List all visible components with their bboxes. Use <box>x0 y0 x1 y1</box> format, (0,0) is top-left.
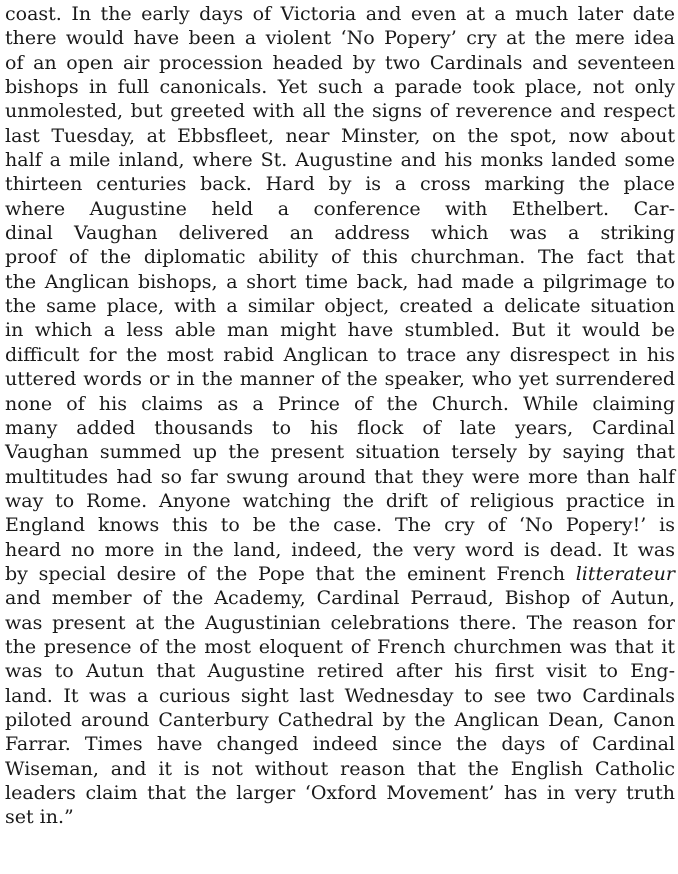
text-line-5: unmolested, but greeted with all the signs of reverence and respect <box>5 100 675 123</box>
text-line-19: Vaughan summed up the present situation tersely by saying that <box>5 441 675 464</box>
text-line-6: last Tuesday, at Ebbsfleet, near Minster, on the spot, now about <box>5 124 675 147</box>
text-line-24-main: by special desire of the Pope that the eminent French <box>5 562 565 585</box>
text-line-12: the Anglican bishops, a short time back, had made a pilgrimage to <box>5 270 675 293</box>
text-line-20: multitudes had so far swung around that they were more than half <box>5 465 675 488</box>
text-line-31: Farrar. Times have changed indeed since the days of Cardinal <box>5 733 675 756</box>
text-line-33: leaders claim that the larger ‘Oxford Movement’ has in very truth <box>5 782 675 804</box>
text-line-21: way to Rome. Anyone watching the drift of religious practice in <box>5 489 675 512</box>
text-line-11: proof of the diplomatic ability of this churchman. The fact that <box>5 246 675 269</box>
article-text <box>5 2 675 830</box>
text-line-25: and member of the Academy, Cardinal Perraud, Bishop of Autun, <box>5 587 675 610</box>
text-line-4: bishops in full canonicals. Yet such a parade took place, not only <box>5 76 675 99</box>
text-line-13: the same place, with a similar object, created a delicate situation <box>5 295 675 318</box>
text-line-22: England knows this to be the case. The cry of ‘No Popery!’ is <box>5 514 675 537</box>
text-line-2: there would have been a violent ‘No Popery’ cry at the mere idea <box>5 27 675 50</box>
text-line-23: heard no more in the land, indeed, the very word is dead. It was <box>5 538 675 561</box>
text-line-32: Wiseman, and it is not without reason that the English Catholic <box>5 757 675 780</box>
text-line-10: dinal Vaughan delivered an address which was a striking <box>5 222 675 245</box>
text-line-29: land. It was a curious sight last Wednesday to see two Cardinals <box>5 684 675 707</box>
text-line-15: difficult for the most rabid Anglican to trace any disrespect in his <box>5 343 675 366</box>
text-line-17: none of his claims as a Prince of the Church. While claiming <box>5 392 675 415</box>
text-line-9: where Augustine held a conference with Ethelbert. Car- <box>5 197 675 220</box>
text-line-30: piloted around Canterbury Cathedral by the Anglican Dean, Canon <box>5 708 675 731</box>
text-line-3: of an open air procession headed by two Cardinals and seventeen <box>5 51 675 74</box>
text-line-16: uttered words or in the manner of the speaker, who yet surrendered <box>5 368 675 391</box>
text-line-26: was present at the Augustinian celebrations there. The reason for <box>5 611 675 634</box>
italic-word: litterateur <box>575 562 675 585</box>
text-line-7: half a mile inland, where St. Augustine and his monks landed some <box>5 149 675 172</box>
text-line-34: set in.” <box>5 806 74 829</box>
text-line-18: many added thousands to his flock of late years, Cardinal <box>5 416 675 439</box>
text-line-14: in which a less able man might have stumbled. But it would be <box>5 319 675 342</box>
text-line-1: coast. In the early days of Victoria and even at a much later date <box>5 3 675 25</box>
text-line-8: thirteen centuries back. Hard by is a cross marking the place <box>5 173 675 196</box>
text-line-24 <box>5 562 675 586</box>
text-line-28: was to Autun that Augustine retired after his first visit to Eng- <box>5 660 675 683</box>
text-line-27: the presence of the most eloquent of French churchmen was that it <box>5 635 675 658</box>
